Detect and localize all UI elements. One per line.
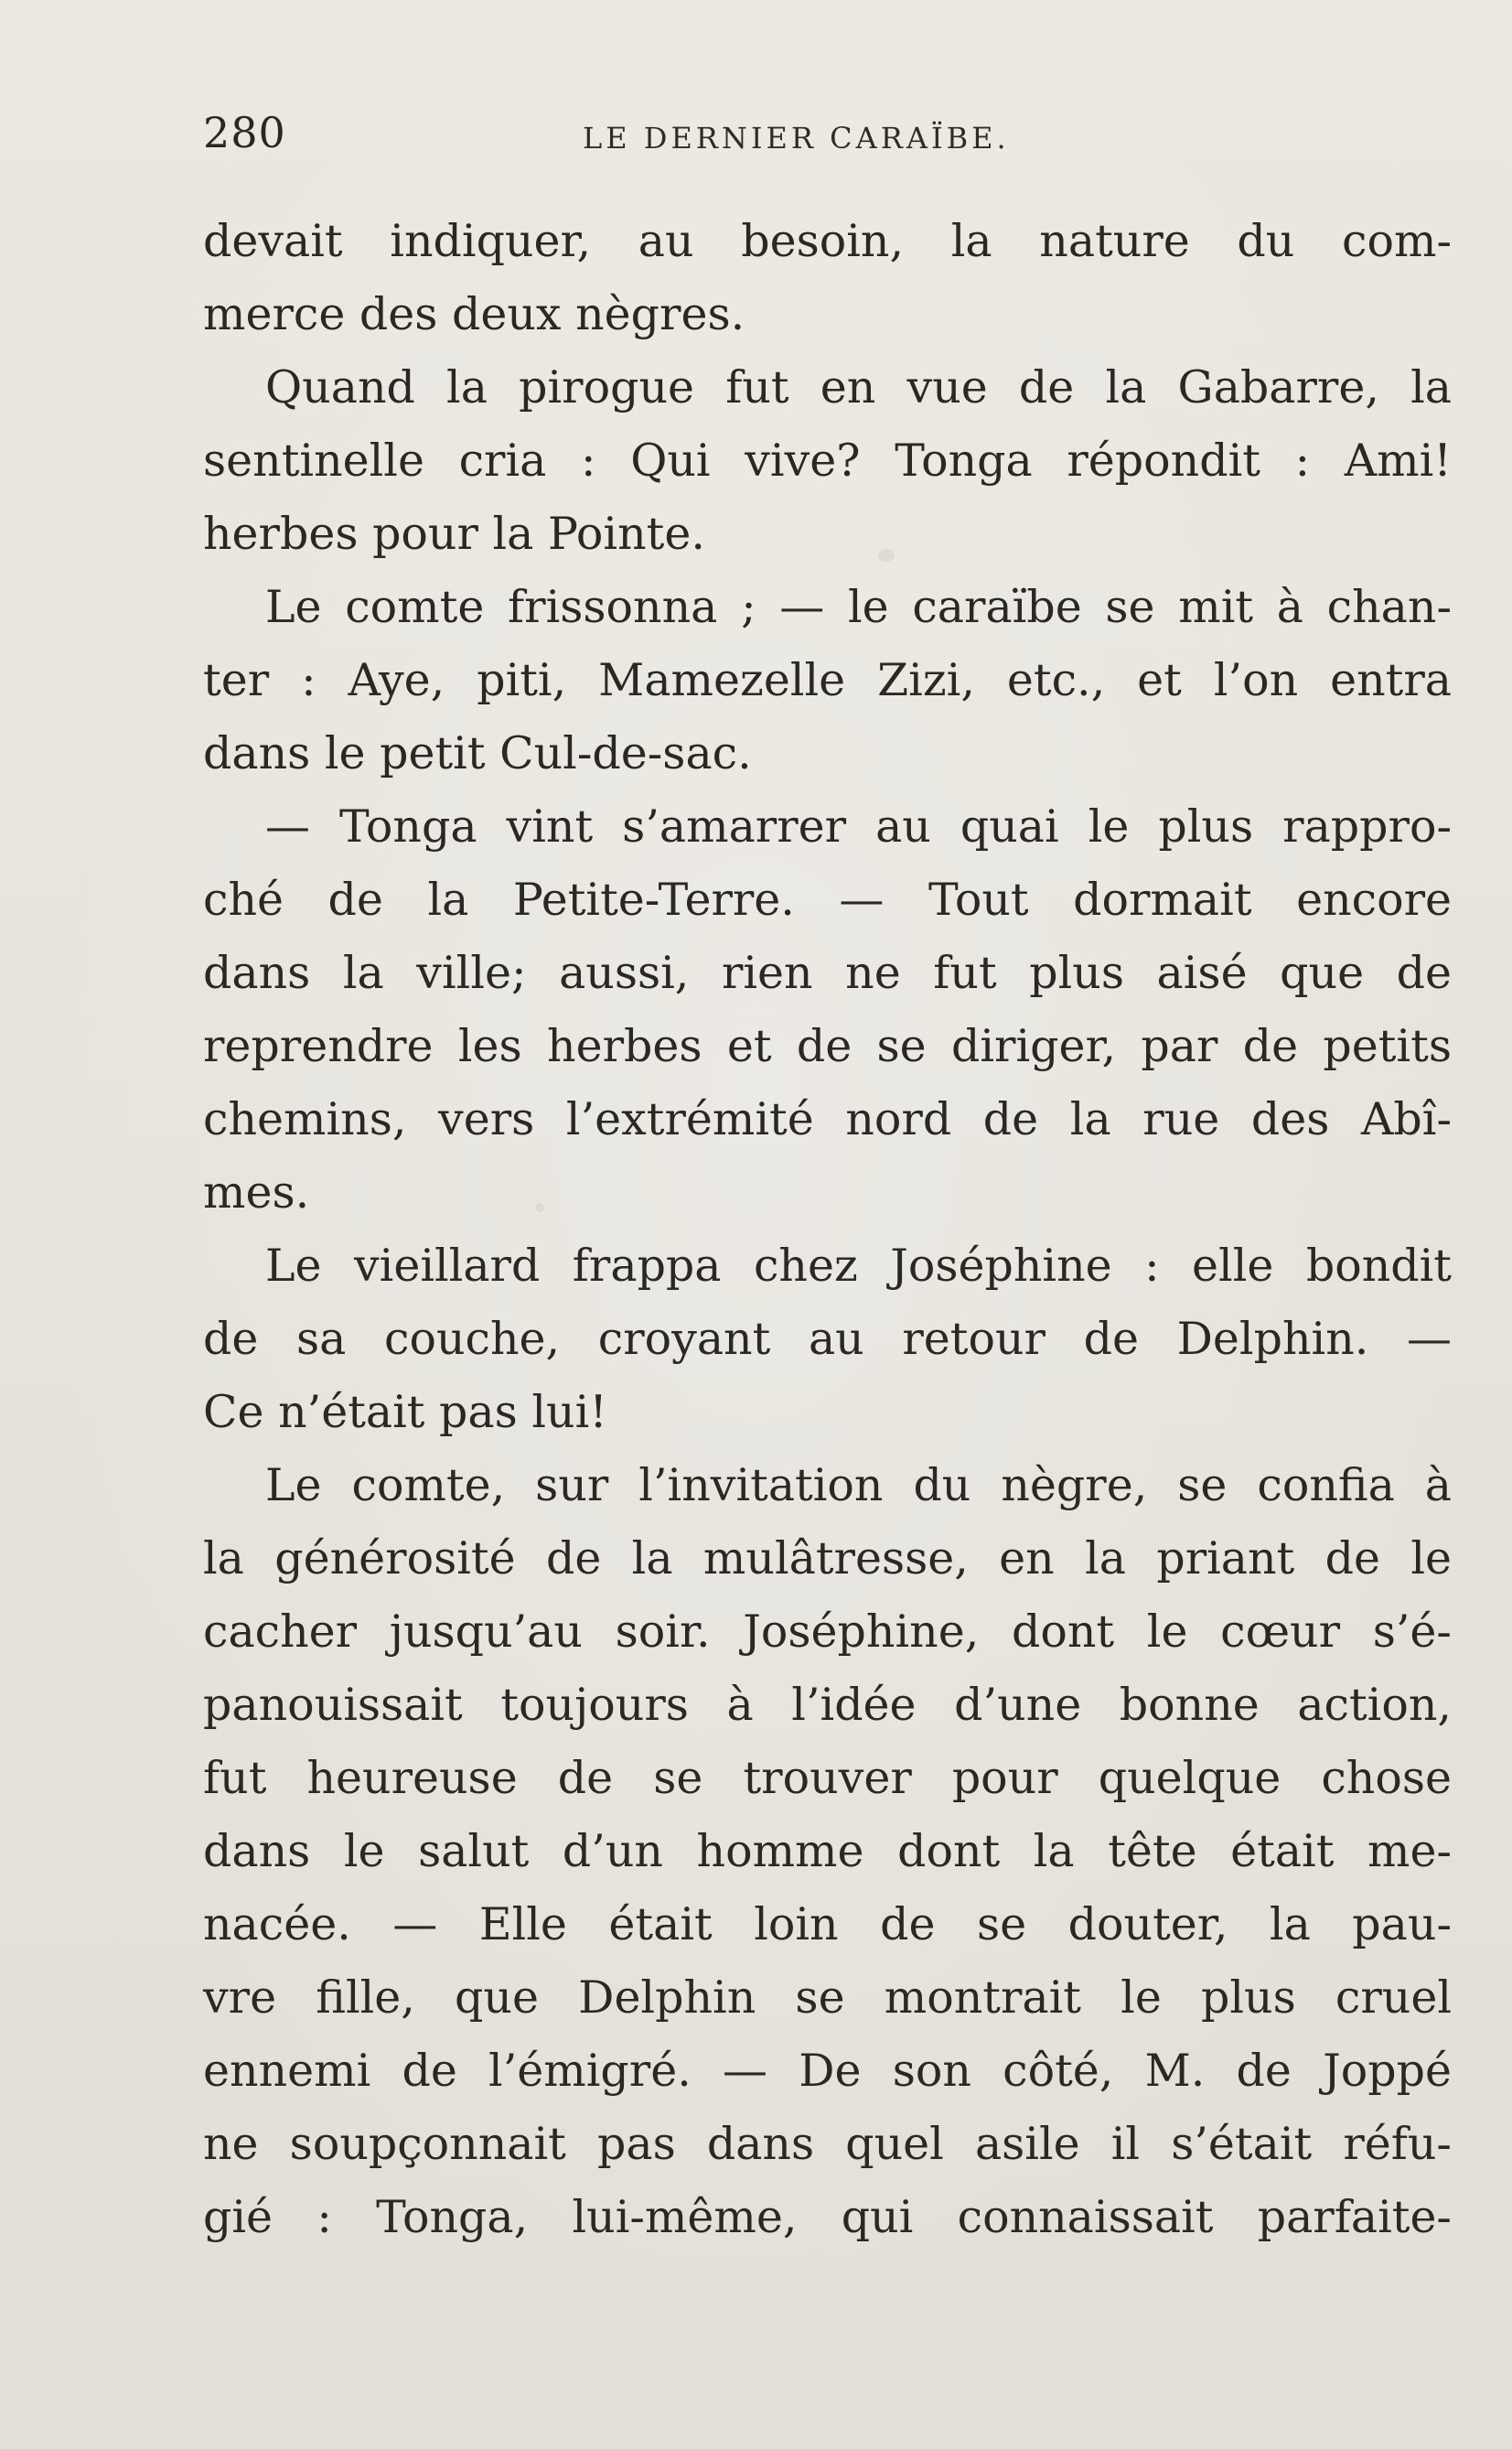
text-line: Quand la pirogue fut en vue de la Gabarre, la	[265, 361, 1452, 414]
text-line: chemins, vers l’extrémité nord de la rue des Abî-	[203, 1093, 1452, 1145]
text-line: ne soupçonnait pas dans quel asile il s’était réfu-	[203, 2118, 1452, 2170]
text-line: la générosité de la mulâtresse, en la priant de le	[203, 1532, 1452, 1584]
text-line: gié : Tonga, lui-même, qui connaissait parfaite-	[203, 2191, 1452, 2243]
running-head	[203, 108, 1290, 172]
text-line: dans la ville; aussi, rien ne fut plus aisé que de	[203, 947, 1452, 999]
text-line: vre fille, que Delphin se montrait le plus cruel	[203, 1971, 1452, 2024]
text-line: reprendre les herbes et de se diriger, par de petits	[203, 1020, 1452, 1072]
text-line: ennemi de l’émigré. — De son côté, M. de Joppé	[203, 2045, 1452, 2097]
text-line: cacher jusqu’au soir. Joséphine, dont le cœur s’é-	[203, 1606, 1452, 1658]
text-line: de sa couche, croyant au retour de Delphin. —	[203, 1313, 1452, 1365]
text-line: herbes pour la Pointe.	[203, 508, 705, 560]
text-line: sentinelle cria : Qui vive? Tonga répondit : Ami!	[203, 435, 1452, 487]
text-line: Le comte frissonna ; — le caraïbe se mit à chan-	[265, 581, 1452, 633]
text-line: dans le salut d’un homme dont la tête était me-	[203, 1825, 1452, 1877]
text-line: panouissait toujours à l’idée d’une bonne action,	[203, 1679, 1452, 1731]
text-line: devait indiquer, au besoin, la nature du com-	[203, 215, 1452, 267]
text-line: Le vieillard frappa chez Joséphine : elle bondit	[265, 1240, 1452, 1292]
page-number: 280	[203, 108, 286, 157]
text-line: mes.	[203, 1166, 310, 1219]
text-line: merce des deux nègres.	[203, 288, 745, 340]
text-line: Ce n’était pas lui!	[203, 1386, 607, 1438]
text-line: ché de la Petite-Terre. — Tout dormait encore	[203, 874, 1452, 926]
text-line: — Tonga vint s’amarrer au quai le plus rappro-	[265, 800, 1452, 853]
text-line: ter : Aye, piti, Mamezelle Zizi, etc., et l’on entra	[203, 654, 1452, 706]
text-line: dans le petit Cul-de-sac.	[203, 727, 752, 779]
text-line: fut heureuse de se trouver pour quelque chose	[203, 1752, 1452, 1804]
body-text	[203, 205, 1452, 2254]
running-title: LE DERNIER CARAÏBE.	[583, 121, 1010, 156]
text-line: nacée. — Elle était loin de se douter, la pau-	[203, 1898, 1452, 1950]
text-line: Le comte, sur l’invitation du nègre, se confia à	[265, 1459, 1452, 1511]
